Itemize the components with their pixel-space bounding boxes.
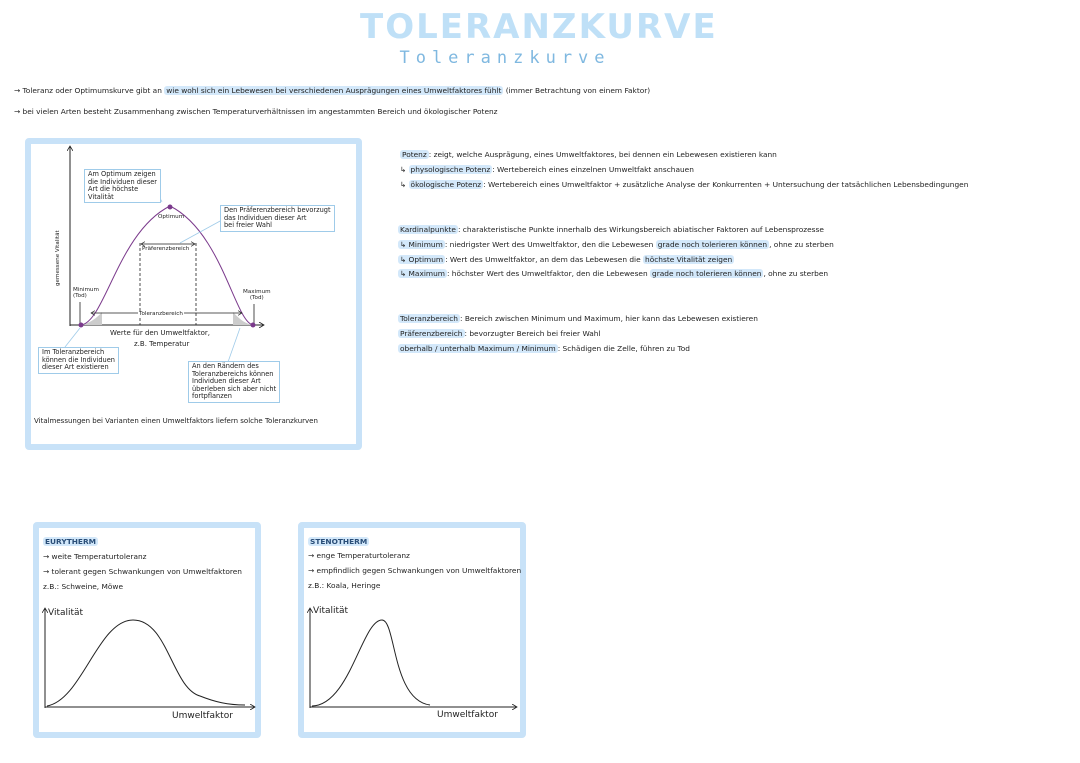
praeferenzbereich-term: Präferenzbereich [400,329,463,338]
optimum-term: Optimum [408,255,444,264]
optimum-highlight: höchste Vitalität zeigen [645,255,733,264]
minimum-post: , ohne zu sterben [769,240,834,249]
intro-note: (immer Betrachtung von einem Faktor) [505,86,651,95]
eurytherm-y-label: Vitalität [48,608,84,618]
intro-line-2: → bei vielen Arten besteht Zusammenhang zwischen Temperaturverhältnissen im angestammten Bereich und ökologischer Potenz [14,107,498,116]
callout-preferenz: Den Präferenzbereich bevorzugt das Individuen dieser Art bei freier Wahl [220,205,335,232]
maximum-def: : höchster Wert des Umweltfaktor, den die Lebewesen [446,269,648,278]
minimum-line-text: ↳ Minimum : niedrigster Wert des Umweltfaktor, den die Lebewesen grade noch tolerieren können , ohne zu sterben [400,240,834,249]
eurytherm-title: EURYTHERM [45,537,97,546]
title-display: TOLERANZKURVE [360,7,718,47]
x-axis-label: Werte für den Umweltfaktor, [110,329,210,337]
y-axis-label: gemessene Vitalität [55,230,61,286]
potenz-line [400,151,777,159]
oeko-potenz-term: ökologische Potenz [410,180,482,189]
eurytherm-line-1: → weite Temperaturtoleranz [43,552,147,561]
callout-optimum: Am Optimum zeigen die Individuen dieser Art die höchste Vitalität [84,169,161,203]
praeferenzbereich-line [398,330,601,338]
stenotherm-line-3: z.B.: Koala, Heringe [308,581,381,590]
praeferenzbereich-def: : bevorzugter Bereich bei freier Wahl [464,329,601,338]
minimum-term: Minimum [408,240,443,249]
ausserhalb-line [398,345,690,353]
optimum-def: : Wert des Umweltfaktor, an dem das Lebewesen die [445,255,641,264]
intro-highlight: wie wohl sich ein Lebewesen bei verschiedenen Ausprägungen eines Umweltfaktores fühlt [166,86,502,95]
toleranzbereich-term: Toleranzbereich [400,314,458,323]
title-script: Toleranzkurve [399,48,611,68]
kardinal-line [398,226,824,234]
maximum-label: Maximum (Tod) [243,289,271,302]
preferenz-label: Präferenzbereich [142,246,190,252]
kardinal-def: : charakteristische Punkte innerhalb des Wirkungsbereich abiatischer Faktoren auf Lebensprozesse [457,225,824,234]
toleranzbereich-def: : Bereich zwischen Minimum und Maximum, hier kann das Lebewesen existieren [459,314,758,323]
minimum-def: : niedrigster Wert des Umweltfaktor, den die Lebewesen [444,240,654,249]
maximum-term: Maximum [408,269,445,278]
stenotherm-title: STENOTHERM [310,537,368,546]
phys-potenz-line: ↳ physologische Potenz : Wertebereich eines einzelnen Umweltfakt anschauen [400,165,694,174]
ausserhalb-def: : Schädigen die Zelle, führen zu Tod [557,344,690,353]
phys-potenz-term: physologische Potenz [410,165,491,174]
x-axis-label-2: z.B. Temperatur [134,340,190,348]
stenotherm-line-2: → empfindlich gegen Schwankungen von Umweltfaktoren [308,566,522,575]
eurytherm-x-label: Umweltfaktor [172,711,233,721]
page-title [360,7,718,78]
stenotherm-y-label: Vitalität [313,606,349,616]
diagram-caption: Vitalmessungen bei Varianten einen Umweltfaktors liefern solche Toleranzkurven [34,417,318,425]
minimum-label: Minimum (Tod) [73,287,99,300]
optimum-line-text: ↳ Optimum : Wert des Umweltfaktor, an dem das Lebewesen die höchste Vitalität zeigen [400,255,733,264]
toleranz-label: Toleranzbereich [139,311,183,317]
optimum-label: Optimum [158,214,185,220]
callout-toleranz: Im Toleranzbereich können die Individuen dieser Art existieren [38,347,119,374]
kardinal-term: Kardinalpunkte [400,225,456,234]
oeko-potenz-line: ↳ ökologische Potenz : Wertebereich eines Umweltfaktor + zusätzliche Analyse der Konkurrenten + Untersuchung der tatsächlichen Lebensbedingungen [400,180,969,189]
intro-line-1 [14,87,650,95]
potenz-term: Potenz [402,150,427,159]
callout-rand: An den Rändern des Toleranzbereichs können Individuen dieser Art überleben sich aber nicht fortpflanzen [188,361,280,403]
stenotherm-x-label: Umweltfaktor [437,710,498,720]
phys-potenz-def: : Wertebereich eines einzelnen Umweltfakt anschauen [492,165,694,174]
stenotherm-line-1: → enge Temperaturtoleranz [308,551,410,560]
maximum-highlight: grade noch tolerieren können [652,269,762,278]
oeko-potenz-def: : Wertebereich eines Umweltfaktor + zusätzliche Analyse der Konkurrenten + Untersuchung der tatsächlichen Lebensbedingungen [483,180,969,189]
maximum-post: , ohne zu sterben [763,269,829,278]
toleranzbereich-line [398,315,758,323]
potenz-def: : zeigt, welche Ausprägung, eines Umweltfaktores, bei dennen ein Lebewesen existieren kann [428,150,777,159]
intro-text: → Toleranz oder Optimumskurve gibt an [14,86,162,95]
ausserhalb-term: oberhalb / unterhalb Maximum / Minimum [400,344,556,353]
minimum-highlight: grade noch tolerieren können [657,240,768,249]
eurytherm-line-3: z.B.: Schweine, Möwe [43,582,123,591]
maximum-line-text: ↳ Maximum : höchster Wert des Umweltfaktor, den die Lebewesen grade noch tolerieren können , ohne zu sterben [400,269,829,278]
eurytherm-line-2: → tolerant gegen Schwankungen von Umweltfaktoren [43,567,242,576]
